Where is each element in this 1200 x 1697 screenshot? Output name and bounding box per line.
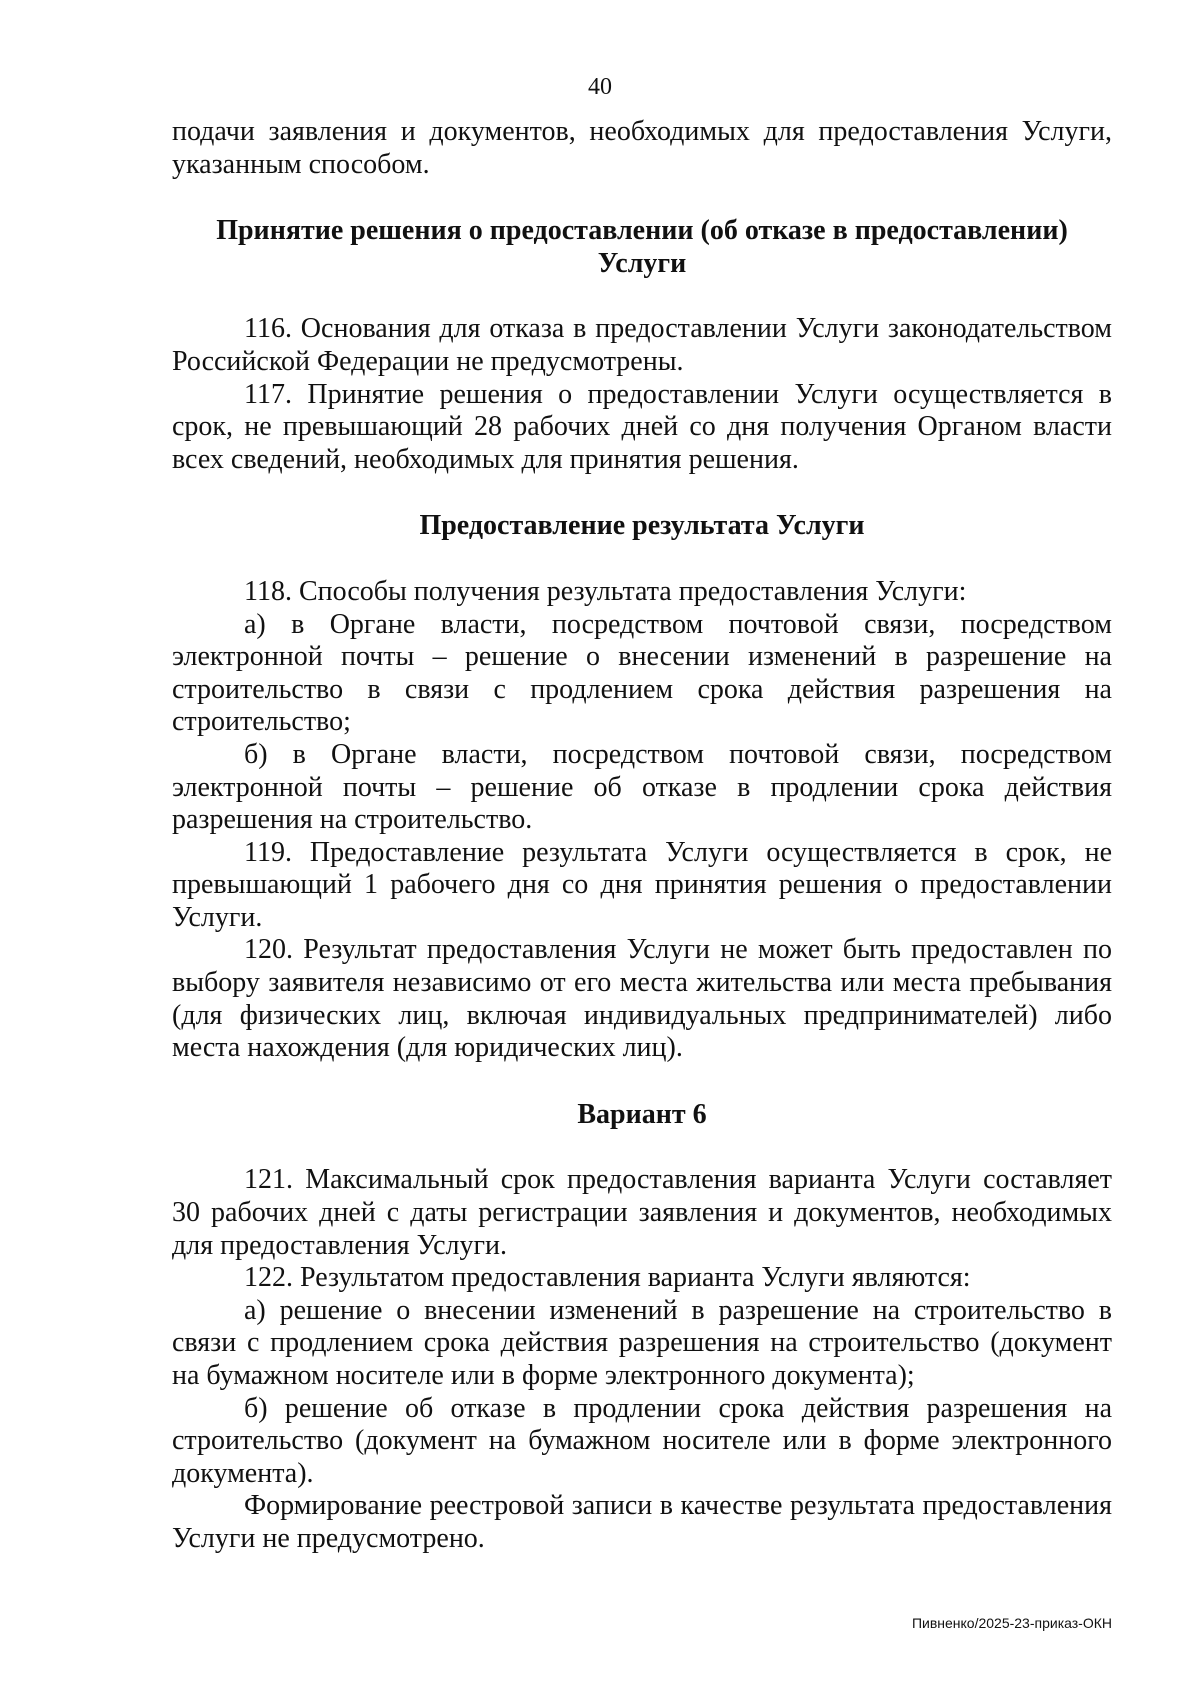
paragraph-116: 116. Основания для отказа в предоставлении Услуги законодательством Российской Федерации не предусмотрены. [172, 313, 1112, 377]
paragraph-121: 121. Максимальный срок предоставления варианта Услуги составляет 30 рабочих дней с даты регистрации заявления и документов, необходимых для предоставления Услуги. [172, 1164, 1112, 1261]
paragraph-119: 119. Предоставление результата Услуги осуществляется в срок, не превышающий 1 рабочего дня со дня принятия решения о предоставлении Услуги. [172, 836, 1112, 933]
section-heading-variant: Вариант 6 [577, 1098, 707, 1130]
section-heading-result: Предоставление результата Услуги [419, 510, 865, 542]
section-heading-decision: Принятие решения о предоставлении (об отказе в предоставлении) Услуги [216, 215, 1068, 279]
paragraph-118-a: а) в Органе власти, посредством почтовой связи, посредством электронной почты – решение о внесении изменений в разрешение на строительство в связи с продлением срока действия разрешения на строительство; [172, 608, 1112, 738]
paragraph-118-b: б) в Органе власти, посредством почтовой связи, посредством электронной почты – решение об отказе в продлении срока действия разрешения на строительство. [172, 738, 1112, 836]
paragraph-122-a: а) решение о внесении изменений в разрешение на строительство в связи с продлением срока действия разрешения на строительство (документ на бумажном носителе или в форме электронного документа); [172, 1294, 1112, 1391]
document-body [172, 116, 1112, 1556]
paragraph-registry: Формирование реестровой записи в качестве результата предоставления Услуги не предусмотрено. [172, 1490, 1112, 1554]
paragraph-intro-continuation: подачи заявления и документов, необходимых для предоставления Услуги, указанным способом. [172, 116, 1112, 180]
paragraph-120: 120. Результат предоставления Услуги не может быть предоставлен по выбору заявителя независимо от его места жительства или места пребывания (для физических лиц, включая индивидуальных предпринимателей) либо места нахождения (для юридических лиц). [172, 934, 1112, 1064]
paragraph-122: 122. Результатом предоставления варианта Услуги являются: [244, 1262, 971, 1294]
paragraph-117: 117. Принятие решения о предоставлении Услуги осуществляется в срок, не превышающий 28 рабочих дней со дня получения Органом власти всех сведений, необходимых для принятия решения. [172, 378, 1112, 475]
document-footer-code: Пивненко/2025-23-приказ-ОКН [911, 1615, 1112, 1631]
paragraph-118: 118. Способы получения результата предоставления Услуги: [244, 575, 967, 607]
page-number: 40 [588, 74, 612, 100]
paragraph-122-b: б) решение об отказе в продлении срока действия разрешения на строительство (документ на бумажном носителе или в форме электронного документа). [172, 1392, 1112, 1489]
